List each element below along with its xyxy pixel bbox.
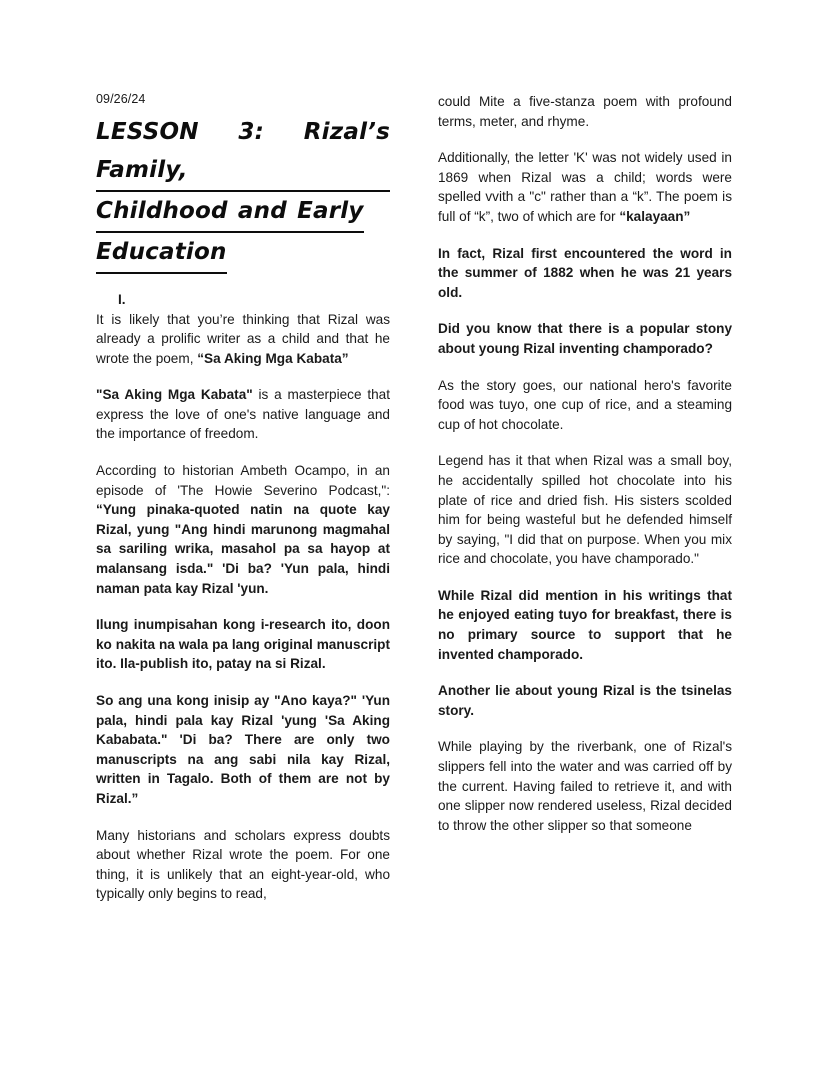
text-run-bold: Ilung inumpisahan kong i-research ito, doon ko nakita na wala pa lang original manuscript ito. Ila-publish ito, patay na si Rizal. — [96, 617, 390, 672]
text-run: According to historian Ambeth Ocampo, in an episode of 'The Howie Severino Podcast,": — [96, 463, 390, 498]
left-column-body — [96, 310, 390, 904]
text-run: As the story goes, our national hero's favorite food was tuyo, one cup of rice, and a steaming cup of hot chocolate. — [438, 377, 732, 432]
text-run: Additionally, the letter 'K' was not widely used in 1869 when Rizal was a child; words were spelled vvith a "c" rather than a “k”. The poem is full of “k”, two of which are for — [438, 150, 732, 224]
paragraph — [438, 376, 732, 435]
page-title-line-3: Education — [96, 233, 227, 274]
page-title-line-2: Childhood and Early — [96, 192, 364, 233]
paragraph — [96, 385, 390, 444]
paragraph — [438, 737, 732, 835]
right-column — [438, 92, 732, 835]
text-run: could Mite a five-stanza poem with profound terms, meter, and rhyme. — [438, 94, 732, 129]
text-run-bold: “Yung pinaka-quoted natin na quote kay Rizal, yung "Ang hindi marunong magmahal sa sariling wrika, masahol pa sa hayop at malansang isda." 'Di ba? 'Yun pala, hindi naman pata kay Rizal 'yun. — [96, 502, 390, 596]
paragraph — [96, 826, 390, 904]
paragraph — [96, 615, 390, 674]
text-run-bold: In fact, Rizal first encountered the word in the summer of 1882 when he was 21 years old. — [438, 245, 732, 300]
paragraph — [96, 691, 390, 809]
text-run: It is likely that you’re thinking that Rizal was already a prolific writer as a child and that he wrote the poem, — [96, 311, 390, 366]
paragraph — [438, 92, 732, 131]
paragraph — [438, 586, 732, 664]
section-marker: I. — [118, 292, 126, 307]
paragraph — [438, 244, 732, 303]
paragraph — [438, 319, 732, 358]
document-date: 09/26/24 — [96, 92, 146, 106]
text-run-bold: So ang una kong inisip ay "Ano kaya?" 'Yun pala, hindi pala kay Rizal 'yung 'Sa Aking Kababata." 'Di ba? There are only two manuscripts na ang sabi nila kay Rizal, written in Tagalo. Both of them are not by Rizal.” — [96, 693, 390, 806]
paragraph — [438, 148, 732, 226]
right-column-body — [438, 92, 732, 835]
page-title-line-1: LESSON 3: Rizal’s Family, — [96, 113, 390, 192]
left-column — [96, 92, 390, 904]
text-run: is a masterpiece that express the love of one's native language and the importance of freedom. — [96, 387, 391, 442]
text-run-bold: Did you know that there is a popular stony about young Rizal inventing champorado? — [438, 321, 732, 356]
text-run: Legend has it that when Rizal was a small boy, he accidentally spilled hot chocolate into his plate of rice and dried fish. His sisters scolded him for being wasteful but he defended himself by saying, "I did that on purpose. When you mix rice and chocolate, you have champorado." — [438, 453, 732, 567]
text-run-bold: “kalayaan” — [619, 208, 691, 224]
text-run: While playing by the riverbank, one of Rizal's slippers fell into the water and was carried off by the current. Having failed to retrieve it, and with one slipper now rendered useless, Rizal decided to throw the other slipper so that someone — [438, 739, 732, 833]
paragraph — [96, 310, 390, 369]
text-run-bold: While Rizal did mention in his writings that he enjoyed eating tuyo for breakfast, there is no primary source to support that he invented champorado. — [438, 587, 732, 662]
text-run: Many historians and scholars express doubts about whether Rizal wrote the poem. For one thing, it is unlikely that an eight-year-old, who typically only begins to read, — [96, 827, 390, 902]
text-run-bold: “Sa Aking Mga Kabata” — [197, 350, 349, 366]
page-title — [96, 113, 390, 274]
paragraph — [438, 451, 732, 569]
text-run-bold: Another lie about young Rizal is the tsinelas story. — [438, 683, 732, 718]
paragraph — [438, 681, 732, 720]
two-column-layout — [96, 92, 732, 904]
paragraph — [96, 461, 390, 598]
text-run-bold: "Sa Aking Mga Kabata" — [96, 387, 253, 403]
